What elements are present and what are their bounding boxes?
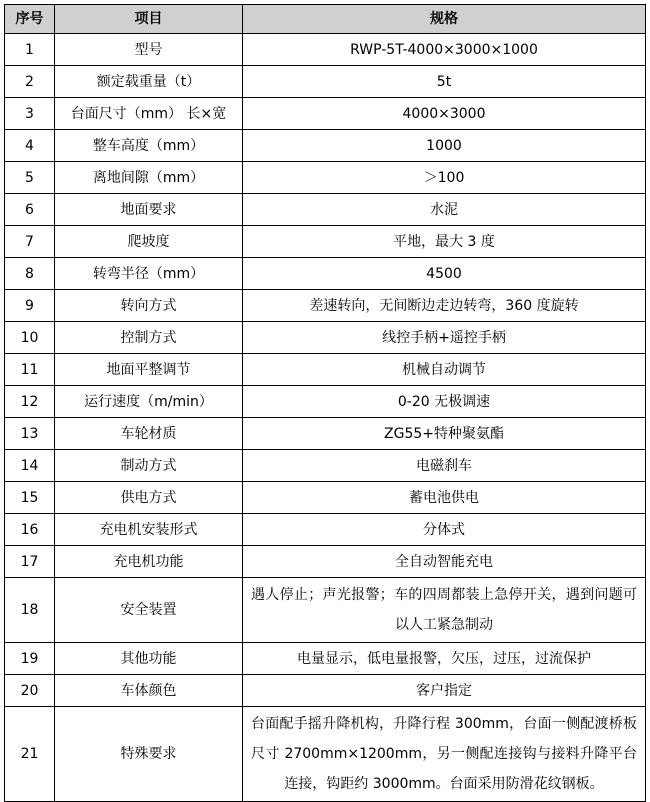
row-number: 6	[5, 194, 55, 226]
row-number: 12	[5, 386, 55, 418]
header-row	[5, 5, 646, 34]
row-spec: 电量显示，低电量报警，欠压，过压，过流保护	[243, 643, 646, 675]
row-item: 转弯半径（mm）	[55, 258, 243, 290]
row-number: 14	[5, 450, 55, 482]
table-row	[5, 386, 646, 418]
table-row	[5, 578, 646, 643]
row-number: 3	[5, 98, 55, 130]
row-number: 8	[5, 258, 55, 290]
table-row	[5, 162, 646, 194]
table-row	[5, 194, 646, 226]
row-item: 台面尺寸（mm） 长×宽	[55, 98, 243, 130]
row-item: 特殊要求	[55, 707, 243, 802]
table-row	[5, 450, 646, 482]
table-row	[5, 707, 646, 802]
row-spec: 0-20 无极调速	[243, 386, 646, 418]
table-row	[5, 418, 646, 450]
row-item: 地面平整调节	[55, 354, 243, 386]
row-spec: 4500	[243, 258, 646, 290]
row-spec: 分体式	[243, 514, 646, 546]
row-number: 13	[5, 418, 55, 450]
row-number: 7	[5, 226, 55, 258]
row-number: 15	[5, 482, 55, 514]
row-number: 10	[5, 322, 55, 354]
table-row	[5, 482, 646, 514]
row-number: 9	[5, 290, 55, 322]
row-item: 额定载重量（t）	[55, 66, 243, 98]
row-number: 2	[5, 66, 55, 98]
table-row	[5, 130, 646, 162]
row-item: 离地间隙（mm）	[55, 162, 243, 194]
table-row	[5, 34, 646, 66]
row-spec: RWP-5T-4000×3000×1000	[243, 34, 646, 66]
row-spec: 蓄电池供电	[243, 482, 646, 514]
spec-table	[4, 4, 646, 802]
row-number: 19	[5, 643, 55, 675]
row-number: 18	[5, 578, 55, 643]
row-item: 充电机安装形式	[55, 514, 243, 546]
row-spec: 台面配手摇升降机构，升降行程 300mm，台面一侧配渡桥板尺寸 2700mm×1200mm，另一侧配连接钩与接料升降平台连接，钩距约 3000mm。台面采用防滑花纹钢板。	[243, 707, 646, 802]
header-no: 序号	[5, 5, 55, 34]
row-number: 17	[5, 546, 55, 578]
table-row	[5, 643, 646, 675]
row-spec: 平地，最大 3 度	[243, 226, 646, 258]
row-item: 爬坡度	[55, 226, 243, 258]
table-row	[5, 322, 646, 354]
row-spec: ＞100	[243, 162, 646, 194]
row-spec: 遇人停止；声光报警；车的四周都装上急停开关，遇到问题可以人工紧急制动	[243, 578, 646, 643]
header-item: 项目	[55, 5, 243, 34]
table-row	[5, 258, 646, 290]
row-spec: 线控手柄+遥控手柄	[243, 322, 646, 354]
row-spec: 机械自动调节	[243, 354, 646, 386]
row-spec: 客户指定	[243, 675, 646, 707]
row-item: 充电机功能	[55, 546, 243, 578]
row-spec: ZG55+特种聚氨酯	[243, 418, 646, 450]
header-spec: 规格	[243, 5, 646, 34]
row-number: 1	[5, 34, 55, 66]
row-item: 地面要求	[55, 194, 243, 226]
row-item: 车体颜色	[55, 675, 243, 707]
table-row	[5, 354, 646, 386]
row-spec: 全自动智能充电	[243, 546, 646, 578]
row-item: 供电方式	[55, 482, 243, 514]
row-spec: 水泥	[243, 194, 646, 226]
row-item: 整车高度（mm）	[55, 130, 243, 162]
row-spec: 差速转向，无间断边走边转弯，360 度旋转	[243, 290, 646, 322]
row-item: 转向方式	[55, 290, 243, 322]
row-item: 制动方式	[55, 450, 243, 482]
table-row	[5, 546, 646, 578]
row-item: 型号	[55, 34, 243, 66]
row-number: 5	[5, 162, 55, 194]
row-item: 运行速度（m/min）	[55, 386, 243, 418]
row-spec: 电磁刹车	[243, 450, 646, 482]
row-number: 11	[5, 354, 55, 386]
row-item: 控制方式	[55, 322, 243, 354]
table-row	[5, 290, 646, 322]
row-number: 20	[5, 675, 55, 707]
table-row	[5, 98, 646, 130]
table-row	[5, 66, 646, 98]
row-number: 4	[5, 130, 55, 162]
row-spec: 4000×3000	[243, 98, 646, 130]
row-number: 16	[5, 514, 55, 546]
row-spec: 5t	[243, 66, 646, 98]
table-row	[5, 226, 646, 258]
table-row	[5, 675, 646, 707]
row-number: 21	[5, 707, 55, 802]
row-spec: 1000	[243, 130, 646, 162]
table-row	[5, 514, 646, 546]
row-item: 其他功能	[55, 643, 243, 675]
row-item: 安全装置	[55, 578, 243, 643]
row-item: 车轮材质	[55, 418, 243, 450]
